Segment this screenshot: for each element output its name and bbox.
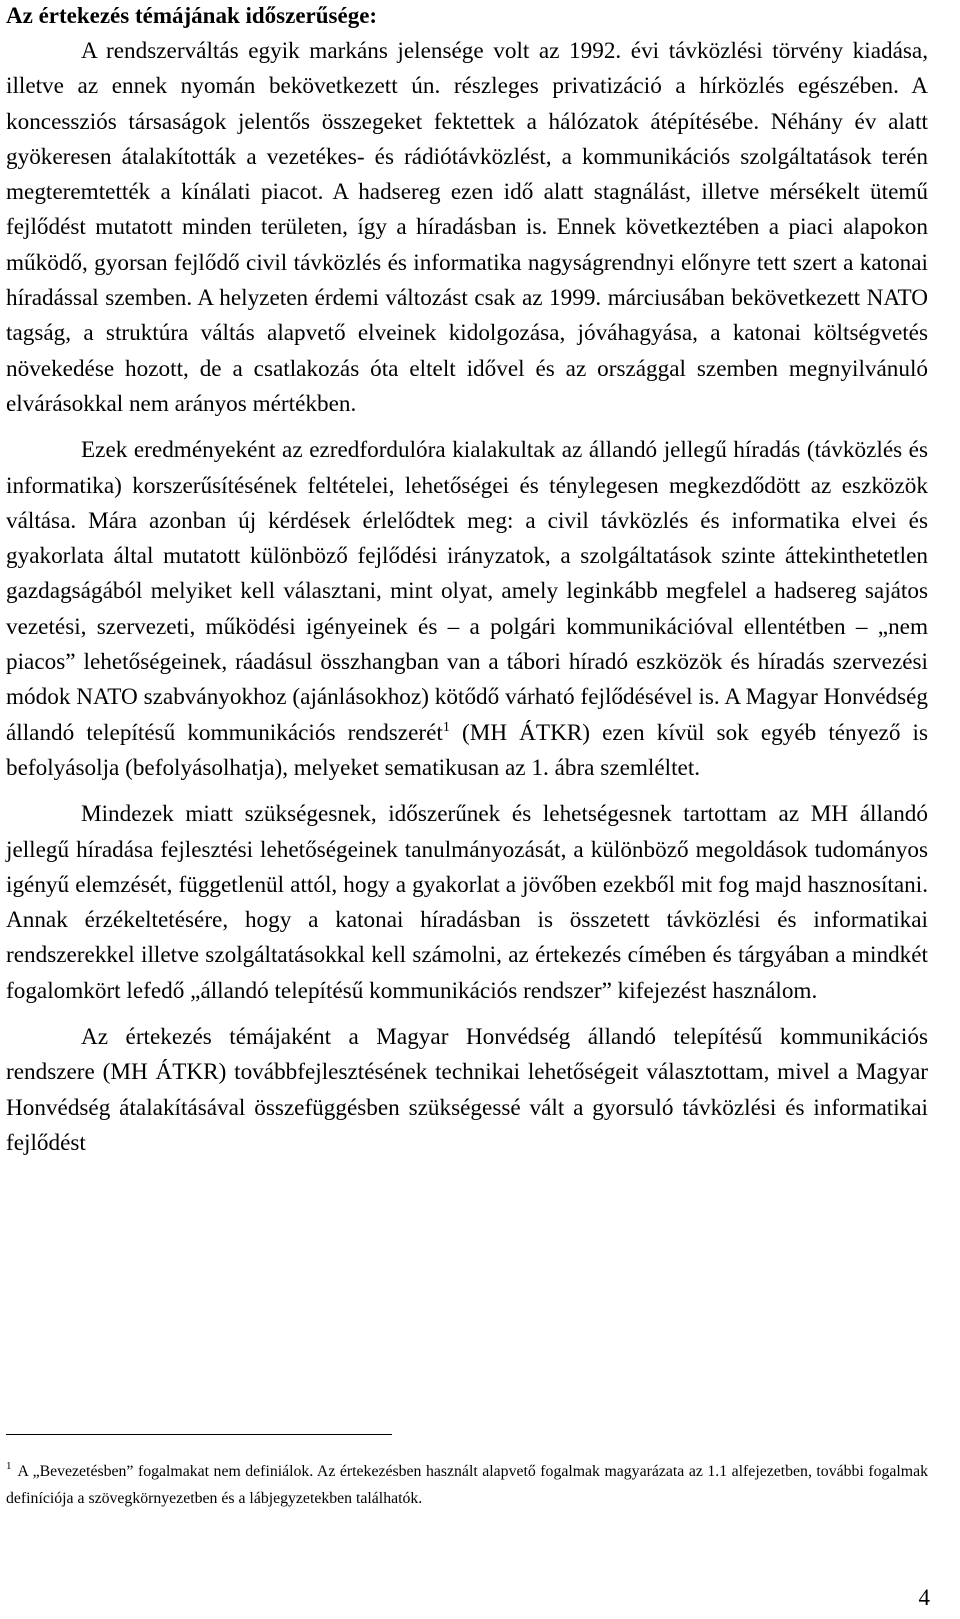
footnote-separator [6, 1434, 392, 1435]
paragraph-2-text-b: (MH ÁTKR) ezen kívül sok egyéb tényező is befolyásolja (befolyásolhatja), melyeket sematikusan az 1. ábra szemléltet. [6, 719, 929, 781]
paragraph-2-text-a: Ezek eredményeként az ezredfordulóra kialakultak az állandó jellegű híradás (távközlés és informatika) korszerűsítésének feltételei, lehetőségei és ténylegesen megkezdődött az eszközök váltása. Mára azonban új kérdések érlelődtek meg: a civil távközlés és informatika elvei és gyakorlata által mutatott különböző fejlődési irányzatok, a szolgáltatások szinte áttekinthetetlen gazdagságából melyiket kell választani, mint olyat, amely leginkább megfelel a hadsereg sajátos vezetési, szervezeti, működési igényeinek és – a polgári kommunikációval ellentétben – „nem piacos” lehetőségeinek, ráadásul összhangban van a tábori híradó eszközök és híradás szervezési módok NATO szabványokhoz (ajánlásokhoz) kötődő várható fejlődésével is. A Magyar Honvédség állandó telepítésű kommunikációs rendszerét [6, 437, 928, 746]
footnote-text: A „Bevezetésben” fogalmakat nem definiálok. Az értekezésben használt alapvető fogalmak magyarázata az 1.1 alfejezetben, további fogalmak definíciója a szövegkörnyezetben és a lábjegyzetekben találhatók. [6, 1463, 928, 1507]
paragraph-1: A rendszerváltás egyik markáns jelensége volt az 1992. évi távközlési törvény kiadása, illetve az ennek nyomán bekövetkezett ún. részleges privatizáció a hírközlés egészében. A koncessziós társaságok jelentős összegeket fektettek a hálózatok átépítésébe. Néhány év alatt gyökeresen átalakították a vezetékes- és rádiótávközlést, a kommunikációs szolgáltatások terén megteremtették a kínálati piacot. A hadsereg ezen idő alatt stagnálást, illetve mérsékelt ütemű fejlődést mutatott minden területen, így a híradásban is. Ennek következtében a piaci alapokon működő, gyorsan fejlődő civil távközlés és informatika nagyságrendnyi előnyre tett szert a katonai híradással szemben. A helyzeten érdemi változást csak az 1999. márciusában bekövetkezett NATO tagság, a struktúra váltás alapvető elveinek kidolgozása, jóváhagyása, a katonai költségvetés növekedése hozott, de a csatlakozás óta eltelt idővel és az országgal szemben megnyilvánuló elvárásokkal nem arányos mértékben. [6, 38, 928, 417]
paragraph-2 [6, 433, 928, 786]
paragraph-3: Mindezek miatt szükségesnek, időszerűnek és lehetségesnek tartottam az MH állandó jellegű híradása fejlesztési lehetőségeinek tanulmányozását, a különböző megoldások tudományos igényű elemzését, függetlenül attól, hogy a gyakorlat a jövőben ezekből mit fog majd hasznosítani. Annak érzékeltetésére, hogy a katonai híradásban is összetett távközlési és informatikai rendszerekkel illetve szolgáltatásokkal kell számolni, az értekezés címében és tárgyában a mindkét fogalomkört lefedő „állandó telepítésű kommunikációs rendszer” kifejezést használom. [6, 801, 928, 1004]
footnote-number: 1 [6, 1460, 12, 1472]
footnote [6, 1458, 928, 1512]
paragraph-4: Az értekezés témájaként a Magyar Honvédség állandó telepítésű kommunikációs rendszere (MH ÁTKR) továbbfejlesztésének technikai lehetőségeit választottam, mivel a Magyar Honvédség átalakításával összefüggésben szükségessé vált a gyorsuló távközlési és informatikai fejlődést [6, 1024, 928, 1156]
footnote-reference[interactable]: 1 [442, 719, 450, 735]
page-number: 4 [918, 1585, 930, 1610]
body-text [6, 34, 928, 1161]
section-heading: Az értekezés témájának időszerűsége: [6, 3, 378, 28]
